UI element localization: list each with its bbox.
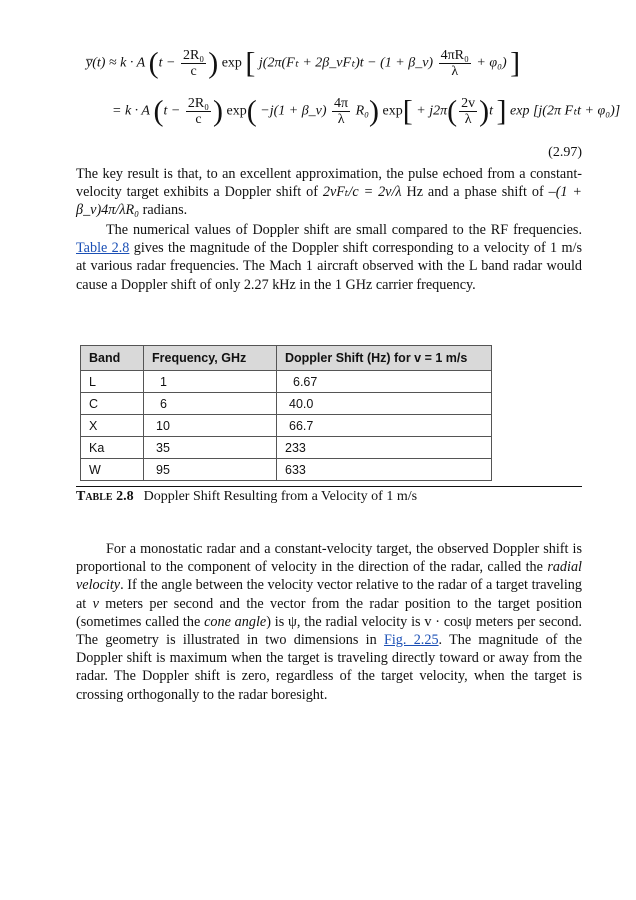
cell-doppler: 233 <box>277 437 492 459</box>
eq2-third: + j2π <box>416 103 448 119</box>
eq1-arg: t − <box>158 55 176 71</box>
phase-shift-math: –(1 + β_v)4π/λR₀ <box>76 184 582 219</box>
cell-frequency: 1 <box>144 371 277 393</box>
caption-text: Doppler Shift Resulting from a Velocity of 1 m/s <box>143 489 418 504</box>
header-doppler-shift: Doppler Shift (Hz) for v = 1 m/s <box>277 346 492 371</box>
eq2-arg: t − <box>163 103 181 119</box>
eq1-lhs: y̅(t) ≈ k · A <box>86 55 146 71</box>
caption-rule <box>76 486 582 487</box>
radial-velocity-term: radial velocity <box>76 559 582 594</box>
cell-frequency: 10 <box>144 415 277 437</box>
paragraph-numerical-values: The numerical values of Doppler shift are small compared to the RF frequencies. Table 2.8 gives the magnitude of the Doppler shift corresponding to a velocity of 1 m/s at various radar frequencies. The Mach 1 aircraft observed with the L band radar would cause a Doppler shift of only 2.27 kHz in the 1 GHz carrier frequency. <box>76 222 583 293</box>
equation-line-1: y̅(t) ≈ k · A (t − $\frac{\text{2R₀}}{c}$ ) exp [ j(2π(Fₜ + 2β_vFₜ)t − (1 + β_v) $\frac{\text{4πR₀}}{\lambda}$ + φ₀) ] <box>86 46 521 80</box>
cell-doppler: 6.67 <box>277 371 492 393</box>
eq2-lhs: = k · A <box>112 103 150 119</box>
eq2-tail: exp [j(2π Fₜt + φ₀)] <box>510 103 621 119</box>
table-row <box>81 371 492 393</box>
eq2-frac-4pi-lambda: $\frac{4\pi}{\lambda}$ <box>334 96 349 127</box>
cell-band: Ka <box>81 437 144 459</box>
equation-line-2: = k · A (t − $\frac{\text{2R₀}}{c}$ ) exp( −j(1 + β_v) $\frac{4\pi}{\lambda}$ R₀) exp[ + j2π( $\frac{2v}{\lambda}$ )t ] exp [j(2π Fₜt + φ₀)] <box>112 94 621 128</box>
eq2-mid: −j(1 + β_v) <box>260 103 327 119</box>
eq1-frac-2r0-c: $\frac{\text{2R₀}}{c}$ <box>182 48 205 79</box>
header-frequency: Frequency, GHz <box>144 346 277 371</box>
paragraph-key-result: The key result is that, to an excellent approximation, the pulse echoed from a constant-velocity target exhibits a Doppler shift of 2vFₜ/c = 2v/λ Hz and a phase shift of –(1 + β_v)4π/λR₀ radians. <box>76 166 582 219</box>
cell-frequency: 6 <box>144 393 277 415</box>
cone-angle-term: cone angle <box>204 613 267 630</box>
table-header-row <box>81 346 492 371</box>
caption-label: Table 2.8 <box>76 489 134 504</box>
cell-frequency: 35 <box>144 437 277 459</box>
cell-frequency: 95 <box>144 459 277 481</box>
cell-doppler: 66.7 <box>277 415 492 437</box>
cell-band: W <box>81 459 144 481</box>
doppler-shift-math: 2vFₜ/c = 2v/λ <box>322 184 402 201</box>
eq2-third-post: t <box>489 103 494 119</box>
table-row <box>81 393 492 415</box>
eq1-phase: j(2π(Fₜ + 2β_vFₜ)t − (1 + β_v) <box>258 55 434 71</box>
eq2-frac-2v-lambda: $\frac{2v}{\lambda}$ <box>461 96 476 127</box>
table-row <box>81 459 492 481</box>
header-band: Band <box>81 346 144 371</box>
fig-2-25-link[interactable]: Fig. 2.25 <box>383 632 439 649</box>
table-caption <box>76 489 417 505</box>
eq2-exp2: exp <box>382 103 403 119</box>
eq2-exp: exp <box>226 103 247 119</box>
cell-doppler: 633 <box>277 459 492 481</box>
cell-band: X <box>81 415 144 437</box>
table-row <box>81 437 492 459</box>
eq2-frac-2r0-c: $\frac{\text{2R₀}}{c}$ <box>187 96 210 127</box>
doppler-shift-table <box>80 345 492 481</box>
paragraph-monostatic: For a monostatic radar and a constant-velocity target, the observed Doppler shift is proportional to the component of velocity in the direction of the radar, called the radial velocity. If the angle between the velocity vector relative to the radar of a target traveling at v meters per second and the vector from the radar position to the target position (sometimes called the cone angle) is ψ, the radial velocity is v · cosψ meters per second. The geometry is illustrated in two dimensions in Fig. 2.25. The magnitude of the Doppler shift is maximum when the target is traveling directly toward or away from the radar. The Doppler shift is zero, regardless of the target velocity, when the target is crossing orthogonally to the radar boresight. <box>76 541 583 703</box>
equation-number: (2.97) <box>548 145 582 160</box>
eq1-frac-4pir0-lambda: $\frac{\text{4πR₀}}{\lambda}$ <box>440 48 469 79</box>
eq2-mid-post: R₀ <box>355 103 370 119</box>
cell-band: L <box>81 371 144 393</box>
table-2-8-link[interactable]: Table 2.8 <box>76 240 130 257</box>
table-row <box>81 415 492 437</box>
eq1-exp: exp <box>221 55 242 71</box>
cell-band: C <box>81 393 144 415</box>
cell-doppler: 40.0 <box>277 393 492 415</box>
eq1-phase-post: + φ₀) <box>476 55 507 71</box>
